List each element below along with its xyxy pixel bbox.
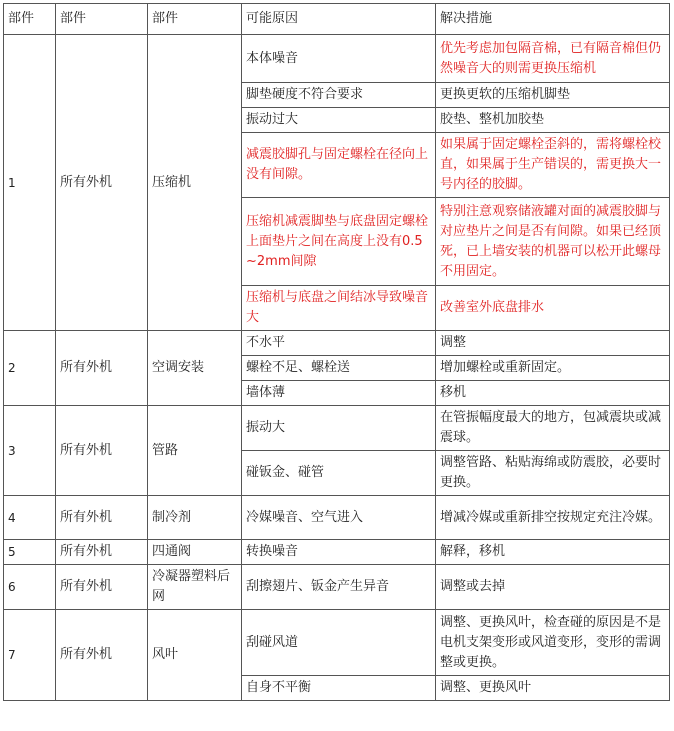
- part-cell: 管路: [148, 406, 242, 496]
- cause-cell: 本体噪音: [242, 35, 436, 83]
- solution-cell: 更换更软的压缩机脚垫: [436, 83, 670, 108]
- row-number-cell: 1: [4, 35, 56, 331]
- solution-cell: 优先考虑加包隔音棉，已有隔音棉但仍然噪音大的则需更换压缩机: [436, 35, 670, 83]
- header-part-2: 部件: [56, 4, 148, 35]
- cause-cell: 减震胶脚孔与固定螺栓在径向上没有间隙。: [242, 133, 436, 198]
- table-row: [4, 406, 670, 451]
- scope-cell: 所有外机: [56, 331, 148, 406]
- table-body: [4, 35, 670, 701]
- cause-cell: 刮擦翅片、钣金产生异音: [242, 565, 436, 610]
- solution-cell: 调整或去掉: [436, 565, 670, 610]
- cause-cell: 振动过大: [242, 108, 436, 133]
- scope-cell: 所有外机: [56, 35, 148, 331]
- noise-troubleshooting-table-wrapper: [3, 3, 670, 701]
- solution-cell: 调整: [436, 331, 670, 356]
- row-number-cell: 6: [4, 565, 56, 610]
- solution-cell: 调整、更换风叶: [436, 676, 670, 701]
- table-row: [4, 496, 670, 540]
- header-row: [4, 4, 670, 35]
- part-cell: 四通阀: [148, 540, 242, 565]
- scope-cell: 所有外机: [56, 406, 148, 496]
- solution-cell: 调整管路、粘贴海绵或防震胶，必要时更换。: [436, 451, 670, 496]
- table-row: [4, 35, 670, 83]
- scope-cell: 所有外机: [56, 610, 148, 701]
- row-number-cell: 2: [4, 331, 56, 406]
- solution-cell: 改善室外底盘排水: [436, 286, 670, 331]
- row-number-cell: 7: [4, 610, 56, 701]
- cause-cell: 刮碰风道: [242, 610, 436, 676]
- solution-cell: 如果属于固定螺栓歪斜的，需将螺栓校直，如果属于生产错误的，需更换大一号内径的胶脚。: [436, 133, 670, 198]
- row-number-cell: 5: [4, 540, 56, 565]
- part-cell: 压缩机: [148, 35, 242, 331]
- header-part-1: 部件: [4, 4, 56, 35]
- cause-cell: 转换噪音: [242, 540, 436, 565]
- scope-cell: 所有外机: [56, 540, 148, 565]
- solution-cell: 调整、更换风叶，检查碰的原因是不是电机支架变形或风道变形，变形的需调整或更换。: [436, 610, 670, 676]
- cause-cell: 不水平: [242, 331, 436, 356]
- scope-cell: 所有外机: [56, 496, 148, 540]
- solution-cell: 解释，移机: [436, 540, 670, 565]
- cause-cell: 压缩机与底盘之间结冰导致噪音大: [242, 286, 436, 331]
- part-cell: 风叶: [148, 610, 242, 701]
- header-cause: 可能原因: [242, 4, 436, 35]
- header-solution: 解决措施: [436, 4, 670, 35]
- table-row: [4, 565, 670, 610]
- solution-cell: 在管振幅度最大的地方，包减震块或减震球。: [436, 406, 670, 451]
- cause-cell: 压缩机减震脚垫与底盘固定螺栓上面垫片之间在高度上没有0.5~2mm间隙: [242, 198, 436, 286]
- table-row: [4, 540, 670, 565]
- scope-cell: 所有外机: [56, 565, 148, 610]
- solution-cell: 胶垫、整机加胶垫: [436, 108, 670, 133]
- cause-cell: 自身不平衡: [242, 676, 436, 701]
- cause-cell: 墙体薄: [242, 381, 436, 406]
- cause-cell: 振动大: [242, 406, 436, 451]
- solution-cell: 移机: [436, 381, 670, 406]
- cause-cell: 碰钣金、碰管: [242, 451, 436, 496]
- table-row: [4, 331, 670, 356]
- part-cell: 冷凝器塑料后网: [148, 565, 242, 610]
- row-number-cell: 4: [4, 496, 56, 540]
- solution-cell: 增减冷媒或重新排空按规定充注冷媒。: [436, 496, 670, 540]
- part-cell: 制冷剂: [148, 496, 242, 540]
- table-row: [4, 610, 670, 676]
- noise-troubleshooting-table: [3, 3, 670, 701]
- row-number-cell: 3: [4, 406, 56, 496]
- solution-cell: 增加螺栓或重新固定。: [436, 356, 670, 381]
- part-cell: 空调安装: [148, 331, 242, 406]
- cause-cell: 冷媒噪音、空气进入: [242, 496, 436, 540]
- header-part-3: 部件: [148, 4, 242, 35]
- cause-cell: 螺栓不足、螺栓送: [242, 356, 436, 381]
- solution-cell: 特别注意观察储液罐对面的减震胶脚与对应垫片之间是否有间隙。如果已经顶死，已上墙安装的机器可以松开此螺母不用固定。: [436, 198, 670, 286]
- cause-cell: 脚垫硬度不符合要求: [242, 83, 436, 108]
